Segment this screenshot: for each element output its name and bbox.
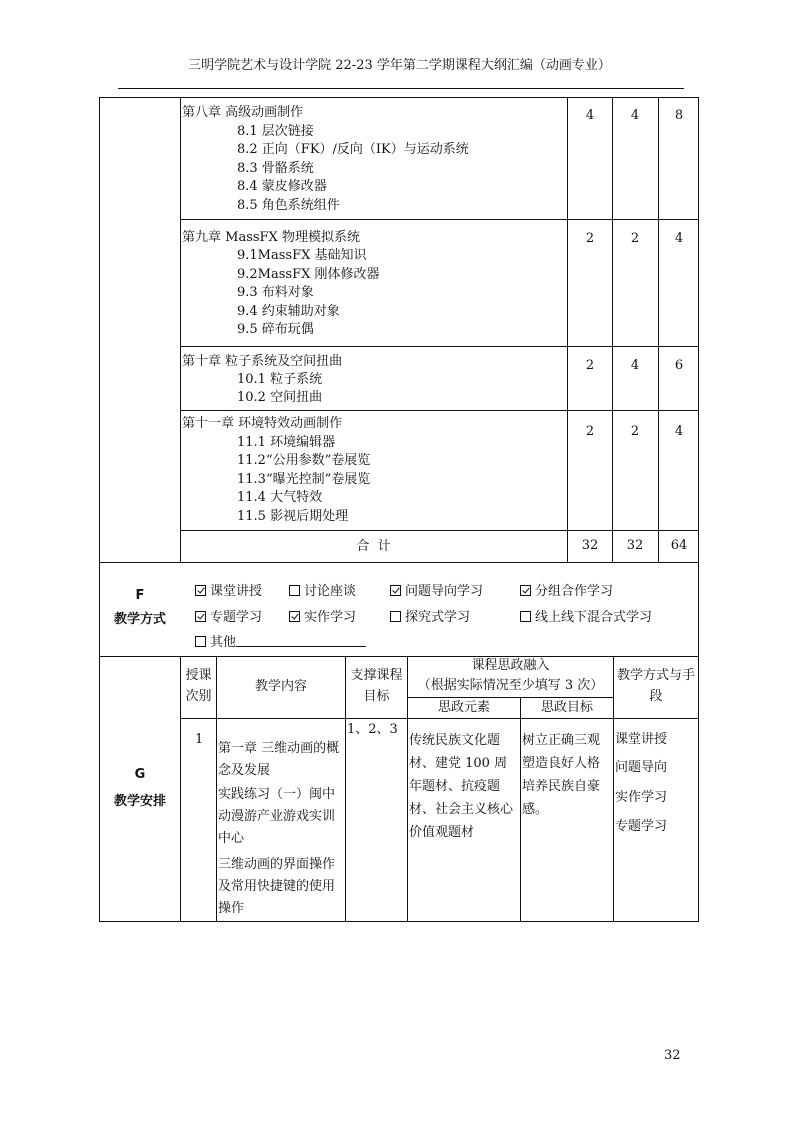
header-ideology-note: （根据实际情况至少填写 3 次）: [417, 678, 604, 693]
chapter-section: 9.5 碎布玩偶: [237, 322, 314, 337]
chapter-section: 9.2MassFX 刚体修改器: [237, 267, 380, 282]
hours-lecture: 2: [585, 358, 595, 373]
checkbox-empty-icon[interactable]: [195, 636, 206, 647]
objective-value: 1、2、3: [347, 722, 398, 737]
g-col-line-4: [407, 656, 408, 922]
hours-total: 8: [674, 108, 684, 123]
teaching-method-option[interactable]: 其他: [195, 631, 236, 650]
chapter-title: 第十一章 环境特效动画制作: [182, 416, 343, 431]
checkbox-checked-icon[interactable]: [520, 585, 531, 596]
hours-total: 6: [674, 358, 684, 373]
hours-practice: 2: [630, 424, 640, 439]
header-method: 教学方式与手段: [616, 668, 695, 704]
table-border-bottom: [99, 921, 699, 922]
checkbox-checked-icon[interactable]: [390, 585, 401, 596]
hours-practice: 4: [630, 358, 640, 373]
row-line-2: [180, 346, 699, 347]
hours-lecture: 2: [585, 424, 595, 439]
header-rule: [118, 88, 684, 89]
row-line-1: [180, 219, 699, 220]
section-f-label: 教学方式: [113, 612, 166, 627]
table-border-right: [698, 97, 699, 922]
checkbox-empty-icon[interactable]: [289, 585, 300, 596]
col-line-hours-1: [567, 97, 568, 562]
page-header: 三明学院艺术与设计学院 22-23 学年第二学期课程大纲汇编（动画专业）: [188, 58, 611, 73]
hours-lecture: 4: [585, 108, 595, 123]
chapter-section: 9.4 约束辅助对象: [237, 304, 340, 319]
g-col-line-5: [520, 697, 521, 922]
method-item: 实作学习: [615, 790, 668, 805]
teaching-method-option[interactable]: 探究式学习: [390, 606, 470, 625]
chapter-section: 10.1 粒子系统: [237, 372, 323, 387]
hours-practice: 2: [630, 231, 640, 246]
total-lecture: 32: [581, 538, 599, 553]
chapter-section: 8.5 角色系统组件: [237, 198, 340, 213]
section-line-f: [99, 562, 699, 563]
teaching-method-option[interactable]: 实作学习: [289, 606, 356, 625]
hours-total: 4: [674, 231, 684, 246]
section-g-label: 教学安排: [113, 794, 166, 809]
col-line-label: [180, 97, 181, 562]
chapter-section: 11.3“曝光控制”卷展览: [237, 472, 371, 487]
chapter-section: 11.1 环境编辑器: [237, 435, 336, 450]
hours-practice: 4: [630, 108, 640, 123]
row-line-3: [180, 410, 699, 411]
checkbox-empty-icon[interactable]: [390, 611, 401, 622]
session-number: 1: [195, 732, 204, 747]
method-item: 课堂讲授: [615, 732, 668, 747]
checkbox-checked-icon[interactable]: [289, 611, 300, 622]
ideology-elements: 传统民族文化题材、建党 100 周年题材、抗疫题材、社会主义核心价值观题材: [409, 733, 514, 840]
teaching-method-option[interactable]: 问题导向学习: [390, 580, 483, 599]
method-item: 专题学习: [615, 819, 668, 834]
header-elements: 思政元素: [437, 700, 490, 715]
header-goals: 思政目标: [540, 700, 593, 715]
total-label: 合 计: [356, 539, 391, 554]
chapter-section: 9.1MassFX 基础知识: [237, 248, 367, 263]
teaching-method-option[interactable]: 分组合作学习: [520, 580, 613, 599]
chapter-section: 8.2 正向（FK）/反向（IK）与运动系统: [237, 142, 469, 157]
checkbox-empty-icon[interactable]: [520, 611, 531, 622]
chapter-section: 9.3 布料对象: [237, 285, 314, 300]
chapter-title: 第九章 MassFX 物理模拟系统: [182, 230, 360, 245]
teaching-method-option[interactable]: 专题学习: [195, 606, 262, 625]
chapter-title: 第十章 粒子系统及空间扭曲: [182, 354, 343, 369]
hours-total: 4: [674, 424, 684, 439]
ideology-goals: 树立正确三观塑造良好人格培养民族自豪感。: [522, 733, 601, 817]
content-item: 实践练习（一）闽中动漫游产业游戏实训中心: [218, 787, 336, 846]
hours-lecture: 2: [585, 231, 595, 246]
col-line-hours-2: [612, 97, 613, 562]
chapter-title: 第八章 高级动画制作: [182, 105, 304, 120]
checkbox-checked-icon[interactable]: [195, 585, 206, 596]
content-item: 第一章 三维动画的概念及发展: [218, 741, 340, 778]
checkbox-checked-icon[interactable]: [195, 611, 206, 622]
teaching-method-option[interactable]: 讨论座谈: [289, 580, 356, 599]
page-number: 32: [664, 1048, 681, 1063]
chapter-section: 8.3 骨骼系统: [237, 161, 314, 176]
header-content: 教学内容: [254, 679, 307, 694]
header-session: 授课次别: [185, 668, 212, 704]
table-border-top: [99, 97, 699, 98]
col-line-hours-3: [658, 97, 659, 562]
header-objective: 支撑课程目标: [350, 668, 403, 704]
teaching-method-option[interactable]: 线上线下混合式学习: [520, 606, 652, 625]
row-line-4: [180, 530, 699, 531]
chapter-section: 8.1 层次链接: [237, 124, 314, 139]
method-item: 问题导向: [615, 760, 668, 775]
header-ideology: 课程思政融入: [471, 658, 550, 673]
chapter-section: 10.2 空间扭曲: [237, 390, 323, 405]
section-g-code: G: [134, 767, 146, 782]
content-item: 三维动画的界面操作及常用快捷键的使用操作: [218, 857, 336, 916]
g-subheader-line: [407, 697, 613, 698]
total-practice: 32: [626, 538, 644, 553]
section-f-code: F: [135, 588, 145, 603]
chapter-section: 11.4 大气特效: [237, 490, 323, 505]
teaching-method-option[interactable]: 课堂讲授: [195, 580, 262, 599]
chapter-section: 8.4 蒙皮修改器: [237, 179, 327, 194]
chapter-section: 11.2“公用参数”卷展览: [237, 453, 371, 468]
other-underline[interactable]: [236, 646, 366, 647]
chapter-section: 11.5 影视后期处理: [237, 509, 349, 524]
total-hours: 64: [670, 538, 688, 553]
g-header-bottom-line: [180, 718, 699, 719]
